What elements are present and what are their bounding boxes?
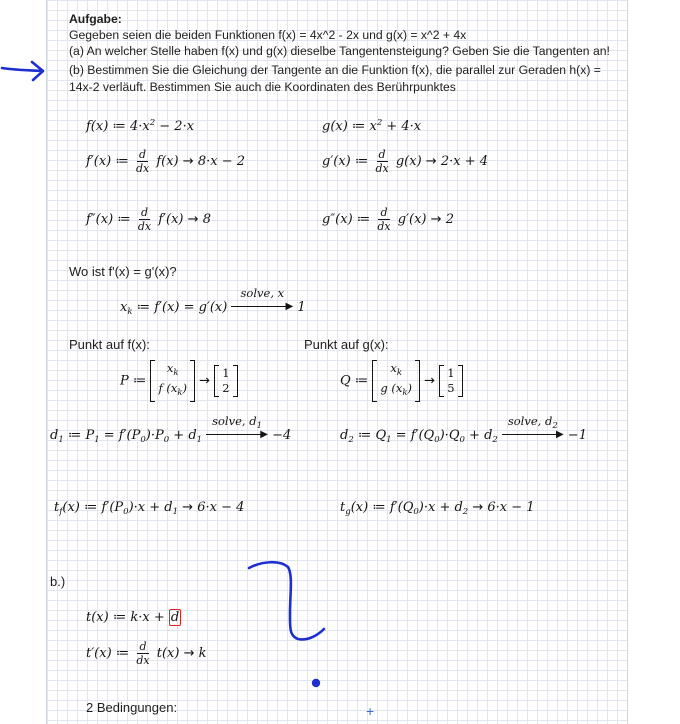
t-definition[interactable]: t(x) ≔ k·x + d — [86, 610, 180, 625]
task-heading: Aufgabe: — [69, 12, 122, 26]
point-f-label: Punkt auf f(x): — [69, 337, 150, 352]
f-definition[interactable]: f(x) ≔ $4\cdot x^2 - 2\cdot x$ — [86, 118, 195, 134]
task-line-1: Gegeben seien die beiden Funktionen f(x) = 4x^2 - 2x und g(x) = x^2 + 4x — [69, 28, 467, 42]
ink-arrow-icon — [2, 62, 43, 80]
part-b-label: b.) — [50, 574, 66, 589]
solve-operator: solve, $d_2$ ▶ — [502, 428, 564, 443]
ink-dot-icon — [312, 679, 320, 687]
solve-operator: solve, x ▶ — [231, 300, 293, 315]
derivative-operator: $\frac{d}{dx}$ — [135, 148, 150, 175]
d1-solve[interactable]: $d_1$ ≔ $P_1 = f'(P_0)\cdot P_0 + d_1$ solve, $d_1$ ▶ −4 — [50, 414, 292, 445]
derivative-operator: $\frac{d}{dx}$ — [137, 206, 152, 233]
g-definition[interactable]: g(x) ≔ $x^2 + 4\cdot x$ — [322, 118, 422, 134]
ink-bracket-icon — [249, 562, 324, 639]
tangent-f[interactable]: $t_f(x)$ ≔ $f'(P_0)\cdot x + d_1 \to 6\cdot x - 4$ — [54, 500, 245, 517]
d2-solve[interactable]: $d_2$ ≔ $Q_1 = f'(Q_0)\cdot Q_0 + d_2$ solve, $d_2$ ▶ −1 — [340, 414, 587, 445]
xk-solve[interactable]: $x_k$ ≔ f′(x) = g′(x) solve, x ▶ 1 — [120, 286, 306, 317]
derivative-operator: $\frac{d}{dx}$ — [136, 640, 150, 667]
point-q-definition[interactable]: Q ≔ $x_k$ g $(x_k)$ → 1 5 — [340, 360, 463, 402]
derivative-operator: $\frac{d}{dx}$ — [377, 206, 391, 233]
f-prime-definition[interactable]: f′(x) ≔ $\frac{d}{dx}$ f(x) → 8·x − 2 — [86, 148, 245, 175]
task-line-4: 14x-2 verläuft. Bestimmen Sie auch die Koordinaten des Berührpunktes — [69, 80, 456, 94]
point-p-definition[interactable]: P ≔ $x_k$ f $(x_k)$ → 1 2 — [120, 360, 238, 402]
p-input-vector: $x_k$ f $(x_k)$ — [150, 360, 195, 402]
g-prime-definition[interactable]: g′(x) ≔ $\frac{d}{dx}$ g(x) → 2·x + 4 — [322, 148, 488, 175]
tangent-g[interactable]: $t_g(x)$ ≔ $f'(Q_0)\cdot x + d_2 \to 6\cdot x - 1$ — [340, 500, 535, 517]
crosshair-cursor-icon: + — [366, 703, 375, 719]
task-line-2: (a) An welcher Stelle haben f(x) und g(x) dieselbe Tangentensteigung? Geben Sie die Tangenten an! — [69, 44, 610, 58]
derivative-operator: $\frac{d}{dx}$ — [375, 148, 389, 175]
f-second-derivative[interactable]: f″(x) ≔ $\frac{d}{dx}$ f′(x) → 8 — [86, 206, 211, 233]
task-line-3: (b) Bestimmen Sie die Gleichung der Tangente an die Funktion f(x), die parallel zur Geraden h(x) = — [69, 63, 601, 77]
conditions-label: 2 Bedingungen: — [86, 700, 178, 715]
q-input-vector: $x_k$ g $(x_k)$ — [372, 360, 420, 402]
q-result-vector: 1 5 — [439, 365, 462, 397]
p-result-vector: 1 2 — [214, 365, 237, 397]
question-label: Wo ist f'(x) = g'(x)? — [69, 264, 177, 279]
placeholder-error-box[interactable]: d — [170, 610, 180, 625]
point-g-label: Punkt auf g(x): — [304, 337, 389, 352]
solve-operator: solve, $d_1$ ▶ — [206, 428, 268, 443]
t-prime-definition[interactable]: t′(x) ≔ $\frac{d}{dx}$ t(x) → k — [86, 640, 207, 667]
g-second-derivative[interactable]: g″(x) ≔ $\frac{d}{dx}$ g′(x) → 2 — [322, 206, 454, 233]
